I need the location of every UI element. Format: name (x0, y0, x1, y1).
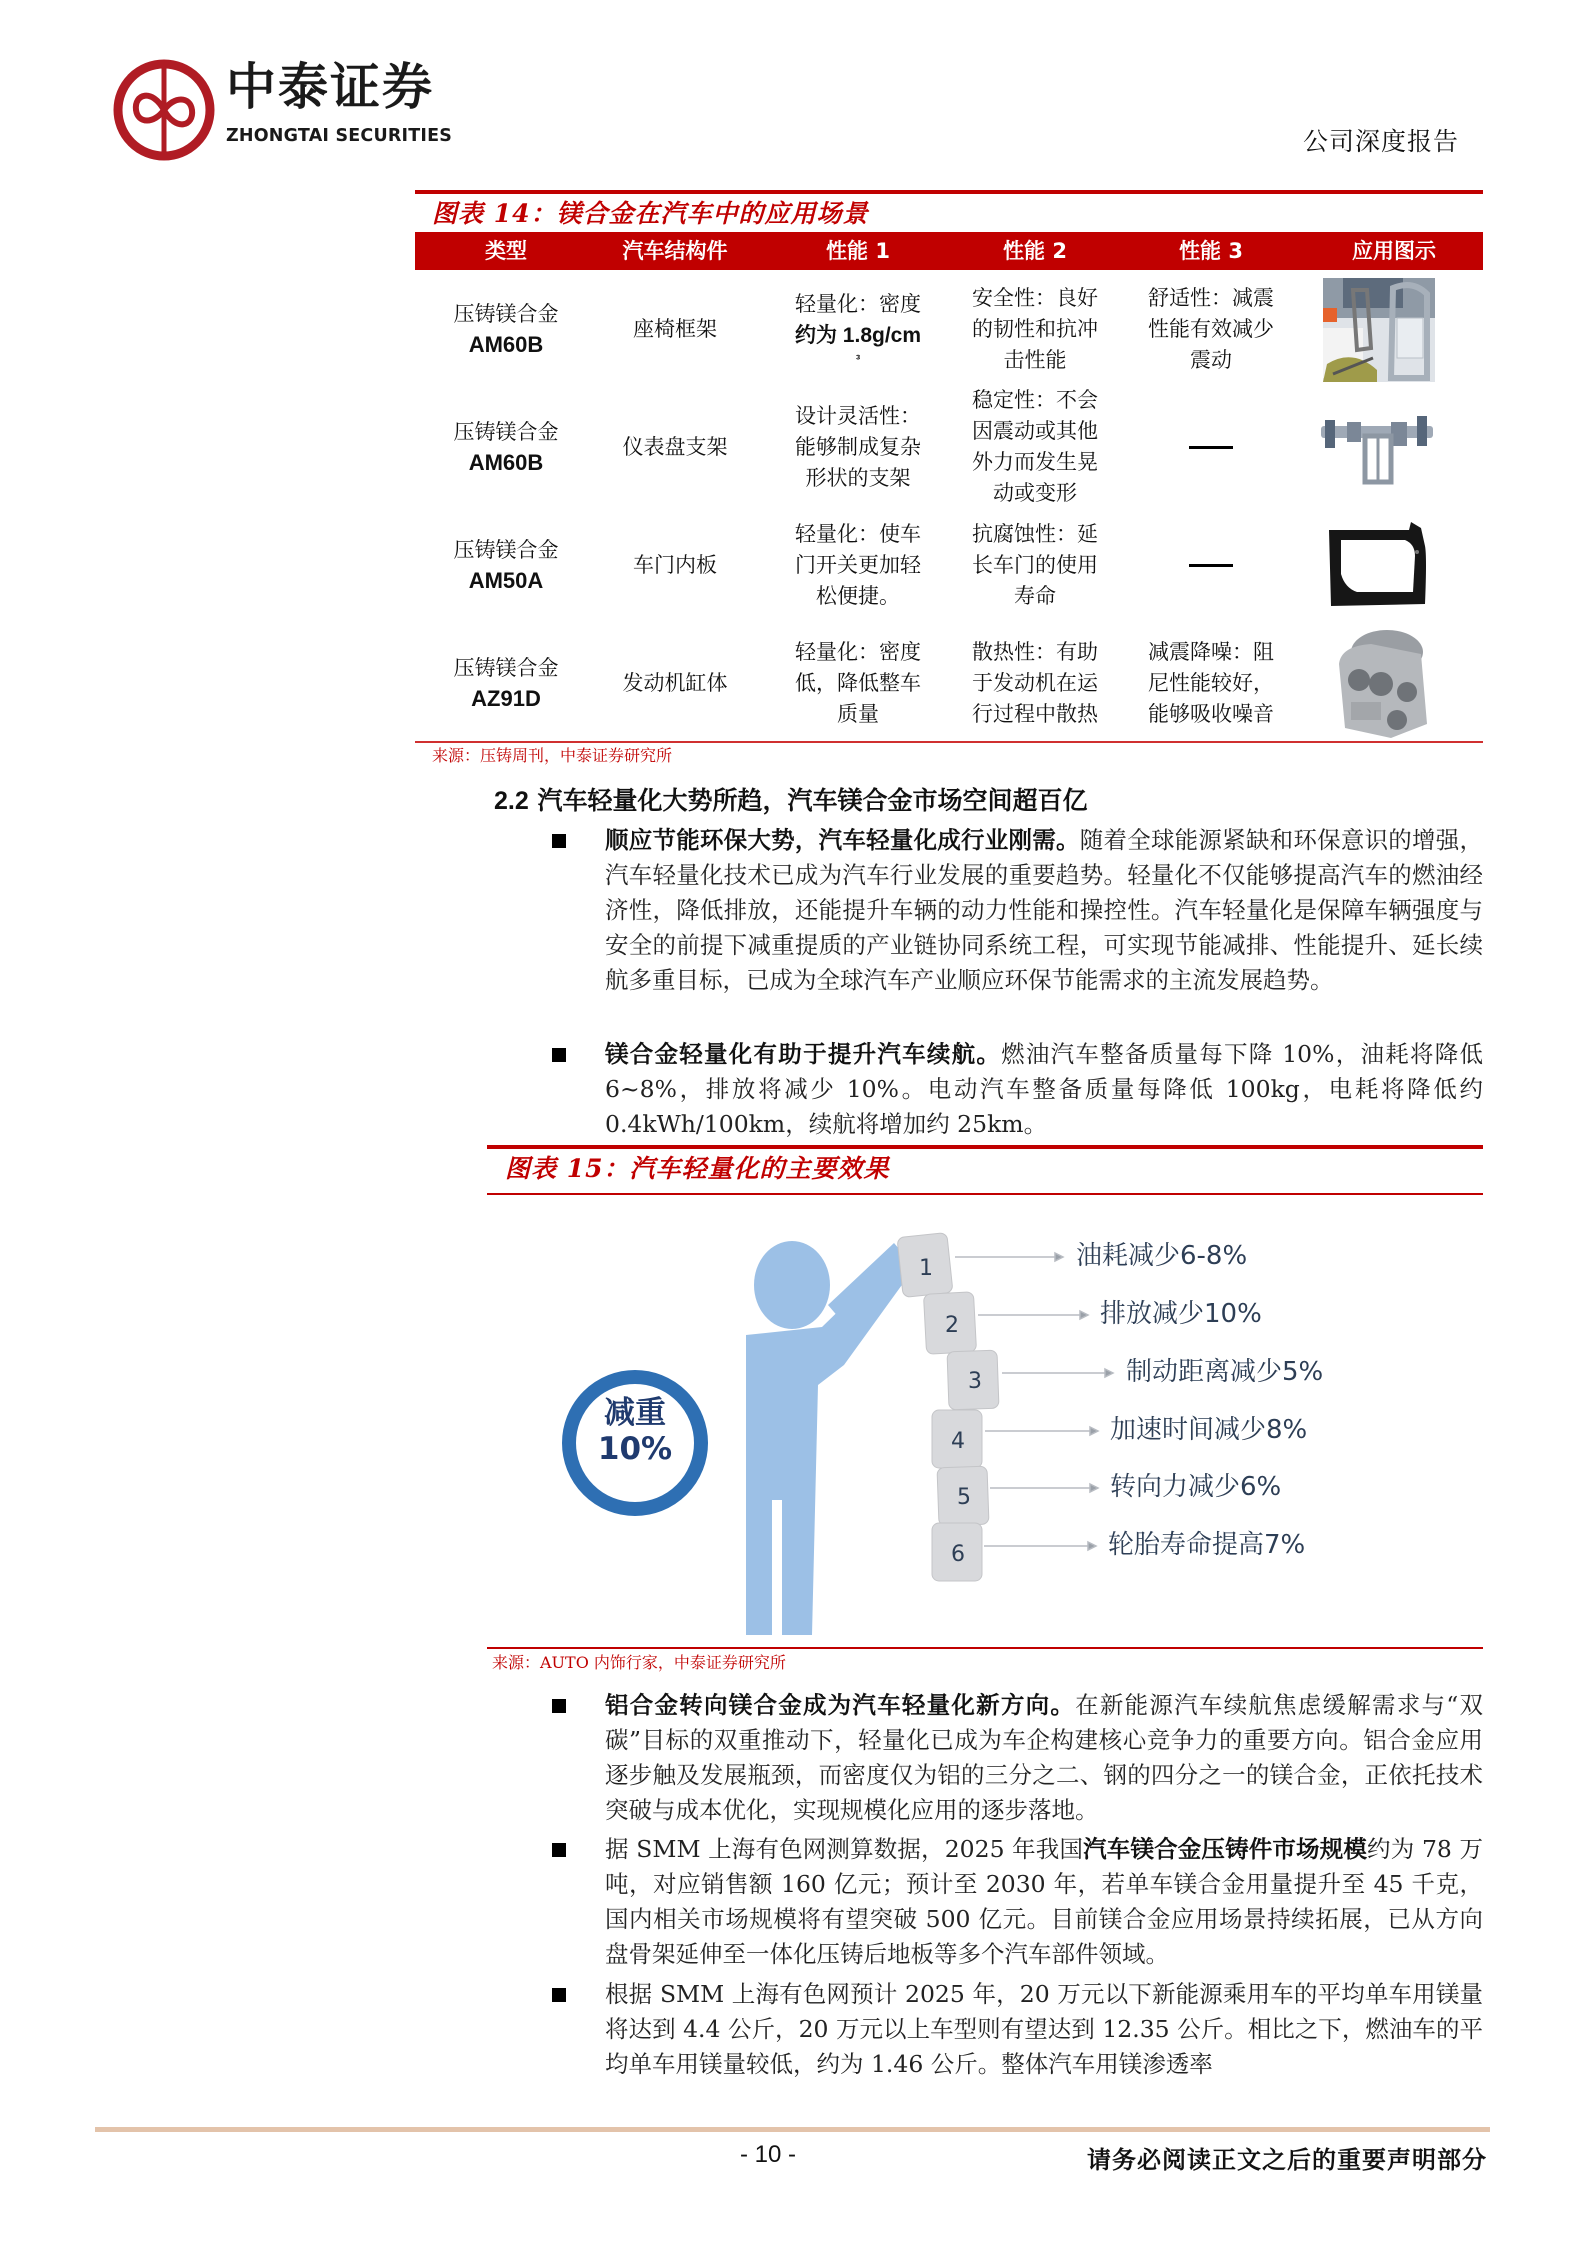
bullet-square-icon (552, 1988, 566, 2002)
section-heading (494, 788, 1087, 814)
instrument-panel-bracket-image (1317, 406, 1437, 486)
col-header-type: 类型 (485, 239, 527, 263)
text-line: 寿命 (1014, 583, 1056, 608)
table-bottom-rule (415, 741, 1483, 743)
text-line: 质量 (837, 701, 879, 726)
text-line: 轻量化：密度 (795, 639, 921, 664)
text-line: 长车门的使用 (972, 552, 1098, 577)
bullet-square-icon (552, 1048, 566, 1062)
effect-label: 排放减少10% (1100, 1299, 1262, 1329)
cell-type (431, 270, 581, 388)
figure-top-rule (415, 190, 1483, 194)
text-line: 松便捷。 (816, 583, 900, 608)
cell-perf2 (960, 270, 1110, 388)
bullet-square-icon (552, 834, 566, 848)
paragraph-body: 燃油汽车整备质量每下降 10%，油耗将降低 6~8%，排放将减少 10%。电动汽车整备质量每降低 100kg，电耗将降低约 0.4kWh/100km，续航将增加约 25km。 (605, 1040, 1483, 1138)
block-number: 2 (945, 1313, 959, 1338)
figure-15-source: 来源：AUTO 内饰行家，中泰证券研究所 (492, 1653, 786, 1672)
effect-label: 轮胎寿命提高7% (1108, 1530, 1306, 1560)
text-line: 于发动机在运 (972, 670, 1098, 695)
paragraph-highlight: 汽车镁合金压铸件市场规模 (1083, 1835, 1368, 1863)
brand-name-en: ZHONGTAI SECURITIES (226, 126, 453, 146)
text-line: 形状的支架 (805, 465, 911, 490)
effect-label: 转向力减少6% (1110, 1472, 1282, 1502)
cell-type (431, 506, 581, 624)
paragraph-body: 据 SMM 上海有色网测算数据，2025 年我国 (605, 1835, 1084, 1863)
alloy-code: AM60B (468, 331, 544, 357)
text-line: 能够吸收噪音 (1148, 701, 1274, 726)
col-header-perf3: 性能 3 (1179, 239, 1243, 263)
text-line: 舒适性：减震 (1148, 285, 1274, 310)
figure-14-source: 来源：压铸周刊，中泰证券研究所 (432, 746, 673, 765)
empty-dash (1189, 446, 1233, 449)
cell-perf1 (783, 388, 933, 506)
text-line: 门开关更加轻 (795, 552, 921, 577)
alloy-code: AZ91D (471, 685, 541, 711)
text-line: 行过程中散热 (972, 701, 1098, 726)
cell-perf3 (1136, 270, 1286, 388)
paragraph (605, 1977, 1483, 2082)
col-header-perf2: 性能 2 (1003, 239, 1067, 263)
cell-perf3-empty (1136, 506, 1286, 624)
text-line: 低，降低整车 (795, 670, 921, 695)
paragraph-lead: 镁合金轻量化有助于提升汽车续航。 (605, 1040, 1002, 1068)
bullet-square-icon (552, 1699, 566, 1713)
text-line: 抗腐蚀性：延 (972, 521, 1098, 546)
block-number: 6 (951, 1542, 965, 1567)
page-number: - 10 - (740, 2141, 797, 2168)
text-line: 因震动或其他 (972, 419, 1098, 443)
badge-value: 10% (597, 1431, 673, 1467)
cell-perf1 (783, 270, 933, 388)
cell-perf3 (1136, 624, 1286, 742)
text-line: 稳定性：不会 (972, 388, 1098, 412)
paragraph (605, 823, 1483, 998)
alloy-code: AM50A (468, 567, 544, 593)
paragraph (605, 1832, 1483, 1972)
col-header-perf1: 性能 1 (826, 239, 890, 263)
text-line: 设计灵活性： (795, 403, 921, 428)
alloy-code: AM60B (468, 449, 544, 475)
zhongtai-logo-icon (112, 58, 216, 162)
cell-type (431, 388, 581, 506)
report-type: 公司深度报告 (1302, 127, 1459, 156)
cell-perf2 (960, 388, 1110, 506)
alloy-name: 压铸镁合金 (453, 419, 559, 444)
text-line: 尼性能较好， (1148, 670, 1274, 695)
alloy-name: 压铸镁合金 (453, 301, 559, 326)
door-inner-panel-image (1327, 522, 1427, 610)
text-line: 的韧性和抗冲 (972, 316, 1098, 341)
cell-part: 座椅框架 (633, 316, 717, 341)
text-line: 安全性：良好 (972, 285, 1098, 310)
badge-label: 减重 (604, 1395, 666, 1431)
figure-title-rule (487, 1193, 1483, 1195)
footer-rule (95, 2127, 1490, 2132)
table-header (415, 232, 1483, 270)
figure-top-rule (487, 1145, 1483, 1149)
text-line: 减震降噪：阻 (1148, 639, 1274, 664)
cell-perf2 (960, 506, 1110, 624)
superscript: ³ (855, 352, 861, 367)
table-row (415, 506, 1483, 624)
cell-part: 仪表盘支架 (622, 434, 728, 459)
alloy-name: 压铸镁合金 (453, 537, 559, 562)
alloy-name: 压铸镁合金 (453, 655, 559, 680)
table-row (415, 270, 1483, 388)
section-title: 汽车轻量化大势所趋，汽车镁合金市场空间超百亿 (528, 786, 1088, 815)
text-line: 外力而发生晃 (972, 450, 1098, 474)
paragraph-body: 在新能源汽车续航焦虑缓解需求与“双碳”目标的双重推动下，轻量化已成为车企构建核心竞争力的重要方向。铝合金应用逐步触及发展瓶颈，而密度仅为铝的三分之二、钢的四分之一的镁合金，正依托技术突破与成本优化，实现规模化应用的逐步落地。 (605, 1691, 1484, 1824)
effect-label: 加速时间减少8% (1110, 1415, 1308, 1445)
table-row (415, 624, 1483, 742)
paragraph-lead: 铝合金转向镁合金成为汽车轻量化新方向。 (605, 1691, 1076, 1719)
table-row (415, 388, 1483, 506)
section-number: 2.2 (494, 787, 529, 815)
disclaimer-note: 请务必阅读正文之后的重要声明部分 (1087, 2145, 1487, 2174)
engine-block-image (1331, 628, 1431, 740)
col-header-part: 汽车结构件 (622, 239, 728, 263)
text-line: 约为 1.8g/cm (794, 324, 922, 347)
cell-part: 发动机缸体 (622, 670, 728, 695)
paragraph-body: 根据 SMM 上海有色网预计 2025 年，20 万元以下新能源乘用车的平均单车用镁量将达到 4.4 公斤，20 万元以上车型则有望达到 12.35 公斤。相比之下，燃油车的平均单车用镁量较低，约为 1.46 公斤。整体汽车用镁渗透率 (605, 1980, 1483, 2078)
paragraph-body: 随着全球能源紧缺和环保意识的增强，汽车轻量化技术已成为汽车行业发展的重要趋势。轻量化不仅能够提高汽车的燃油经济性，降低排放，还能提升车辆的动力性能和操控性。汽车轻量化是保障车辆强度与安全的前提下减重提质的产业链协同系统工程，可实现节能减排、性能提升、延长续航多重目标，已成为全球汽车产业顺应环保节能需求的主流发展趋势。 (605, 826, 1484, 994)
cell-perf3-empty (1136, 388, 1286, 506)
empty-dash (1189, 564, 1233, 567)
text-line: 击性能 (1003, 347, 1067, 372)
text-line: 轻量化：密度 (795, 292, 921, 316)
text-line: 性能有效减少 (1148, 316, 1274, 341)
figure-14-title: 图表 14：镁合金在汽车中的应用场景 (432, 199, 869, 228)
figure-bottom-rule (487, 1647, 1483, 1649)
brand-name-cn: 中泰证券 (226, 58, 434, 116)
text-line: 能够制成复杂 (795, 434, 921, 459)
effect-label: 制动距离减少5% (1126, 1357, 1324, 1387)
block-number: 1 (919, 1256, 933, 1281)
bullet-square-icon (552, 1843, 566, 1857)
block-number: 5 (957, 1485, 971, 1510)
seat-frame-image (1323, 278, 1435, 382)
text-line: 散热性：有助 (972, 639, 1098, 664)
paragraph-body: 约为 78 万吨，对应销售额 160 亿元；预计至 2030 年，若单车镁合金用量提升至 45 千克，国内相关市场规模将有望突破 500 亿元。目前镁合金应用场景持续拓展，已从方向盘骨架延伸至一体化压铸后地板等多个汽车部件领域。 (605, 1835, 1484, 1968)
text-line: 震动 (1190, 347, 1232, 372)
weight-reduction-badge (575, 1395, 695, 1467)
block-number: 4 (951, 1429, 965, 1454)
paragraph (605, 1688, 1483, 1828)
cell-type (431, 624, 581, 742)
cell-perf1 (783, 624, 933, 742)
cell-part: 车门内板 (633, 552, 717, 577)
col-header-image: 应用图示 (1352, 239, 1436, 263)
paragraph-lead: 顺应节能环保大势，汽车轻量化成行业刚需。 (605, 826, 1080, 854)
cell-perf1 (783, 506, 933, 624)
effect-label: 油耗减少6-8% (1076, 1241, 1248, 1271)
text-line: 动或变形 (993, 481, 1077, 505)
text-line: 轻量化：使车 (795, 521, 921, 546)
cell-perf2 (960, 624, 1110, 742)
figure-15-title: 图表 15：汽车轻量化的主要效果 (505, 1154, 890, 1183)
block-number: 3 (968, 1369, 982, 1394)
lightweight-effects-infographic (560, 1205, 1400, 1635)
paragraph (605, 1037, 1483, 1142)
